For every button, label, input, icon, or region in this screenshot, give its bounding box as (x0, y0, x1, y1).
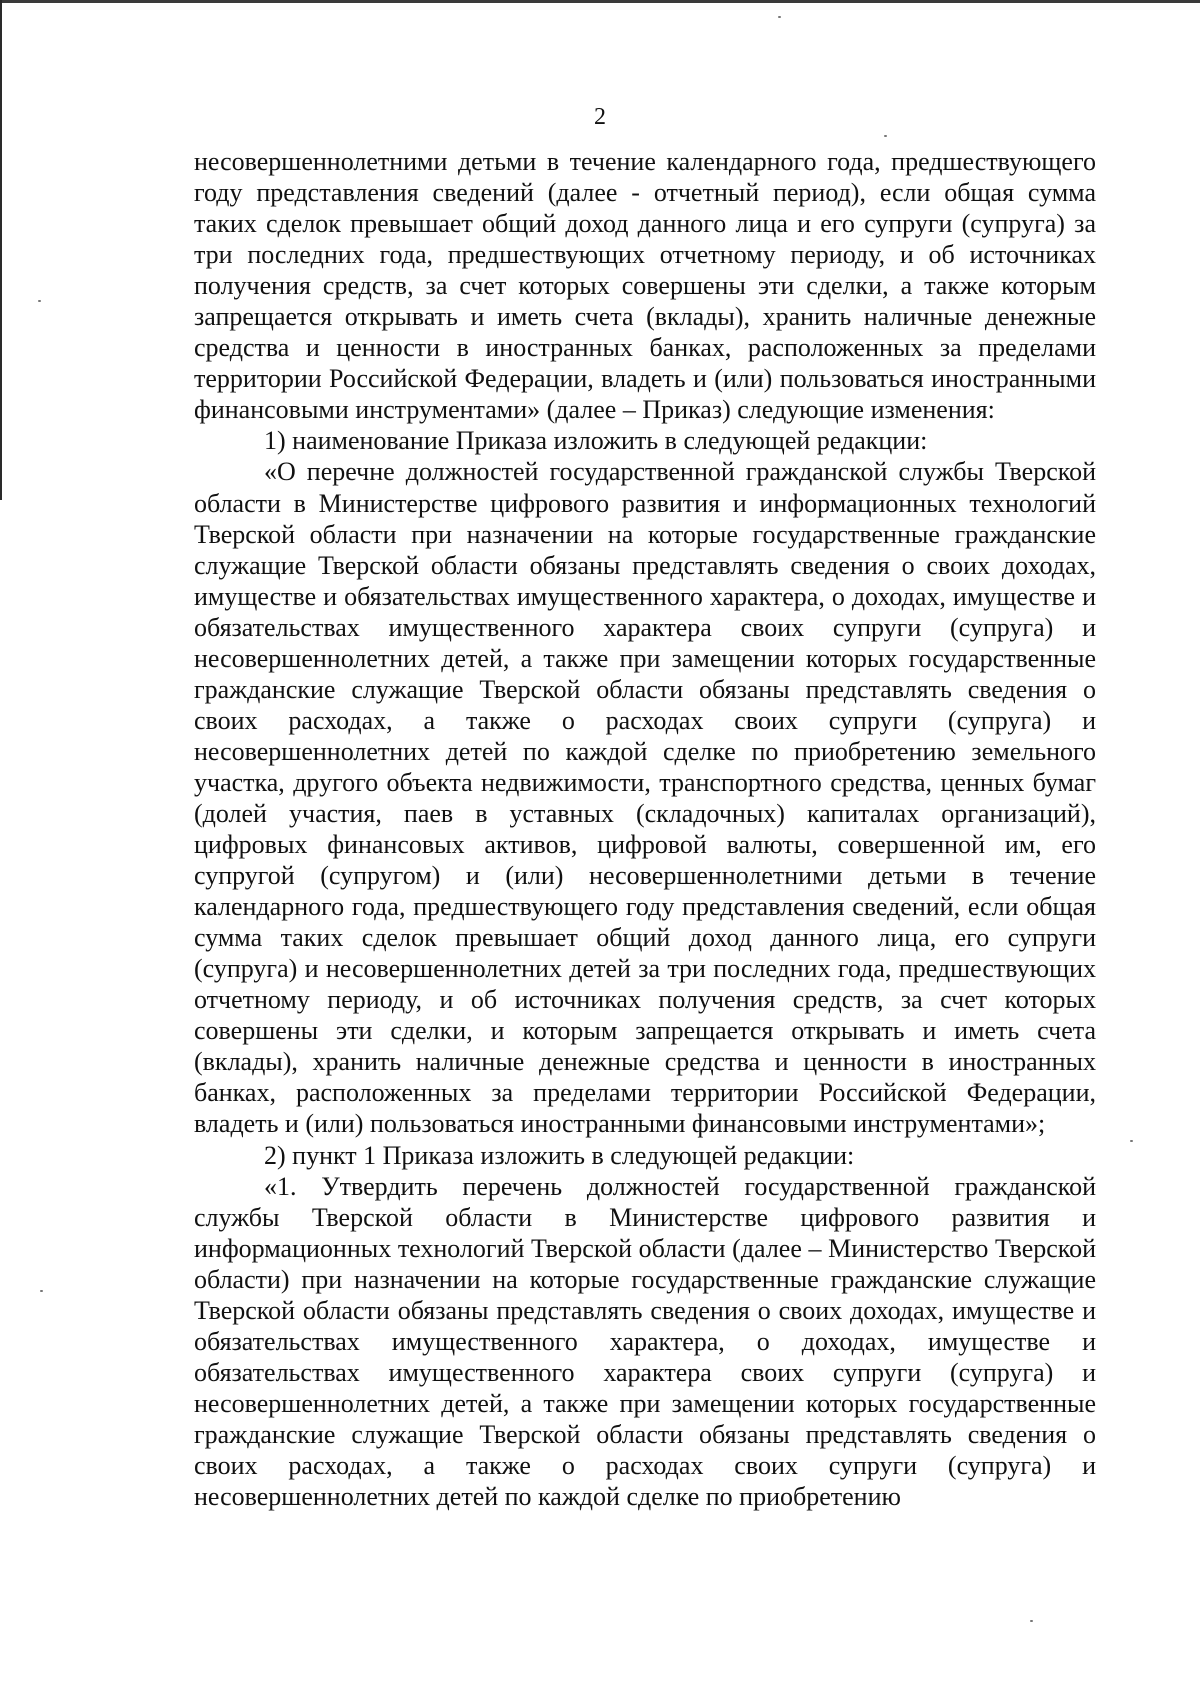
page-number: 2 (594, 104, 606, 130)
paragraph-new-title: «О перечне должностей государственной гражданской службы Тверской области в Министерстве цифрового развития и информационных технологий Тверской области при назначении на которые государственные гражданские служащие Тверской области обязаны представлять сведения о своих доходах, имуществе и обязательствах имущественного характера, о доходах, имуществе и обязательствах имущественного характера своих супруги (супруга) и несовершеннолетних детей, а также при замещении которых государственные гражданские служащие Тверской области обязаны представлять сведения о своих расходах, а также о расходах своих супруги (супруга) и несовершеннолетних детей по каждой сделке по приобретению земельного участка, другого объекта недвижимости, транспортного средства, ценных бумаг (долей участия, паев в уставных (складочных) капиталах организаций), цифровых финансовых активов, цифровой валюты, совершенной им, его супругой (супругом) и (или) несовершеннолетними детьми в течение календарного года, предшествующего году представления сведений, если общая сумма таких сделок превышает общий доход данного лица, его супруги (супруга) и несовершеннолетних детей за три последних года, предшествующих отчетному периоду, и об источниках получения средств, за счет которых совершены эти сделки, и которым запрещается открывать и иметь счета (вклады), хранить наличные денежные средства и ценности в иностранных банках, расположенных за пределами территории Российской Федерации, владеть и (или) пользоваться иностранными финансовыми инструментами»; (194, 457, 1096, 1139)
paragraph-item-2: 2) пункт 1 Приказа изложить в следующей редакции: (264, 1140, 855, 1170)
scan-speck (884, 135, 887, 137)
scan-edge-left (0, 0, 2, 500)
paragraph-item-1: 1) наименование Приказа изложить в следующей редакции: (264, 426, 928, 456)
scan-speck (1030, 1620, 1033, 1622)
scan-edge-top (0, 0, 1200, 3)
document-body (194, 146, 1096, 1512)
scan-speck (38, 300, 41, 302)
scan-speck (1130, 1140, 1133, 1142)
paragraph-new-point-1: «1. Утвердить перечень должностей государственной гражданской службы Тверской области в Министерстве цифрового развития и информационных технологий Тверской области (далее – Министерство Тверской области) при назначении на которые государственные гражданские служащие Тверской области обязаны представлять сведения о своих доходах, имуществе и обязательствах имущественного характера, о доходах, имуществе и обязательствах имущественного характера своих супруги (супруга) и несовершеннолетних детей, а также при замещении которых государственные гражданские служащие Тверской области обязаны представлять сведения о своих расходах, а также о расходах своих супруги (супруга) и несовершеннолетних детей по каждой сделке по приобретению (194, 1171, 1096, 1512)
scan-speck (778, 16, 781, 18)
scan-speck (40, 1290, 43, 1292)
paragraph-continuation: несовершеннолетними детьми в течение календарного года, предшествующего году представления сведений (далее - отчетный период), если общая сумма таких сделок превышает общий доход данного лица и его супруги (супруга) за три последних года, предшествующих отчетному периоду, и об источниках получения средств, за счет которых совершены эти сделки, а также которым запрещается открывать и иметь счета (вклады), хранить наличные денежные средства и ценности в иностранных банках, расположенных за пределами территории Российской Федерации, владеть и (или) пользоваться иностранными финансовыми инструментами» (далее – Приказ) следующие изменения: (194, 147, 1096, 425)
